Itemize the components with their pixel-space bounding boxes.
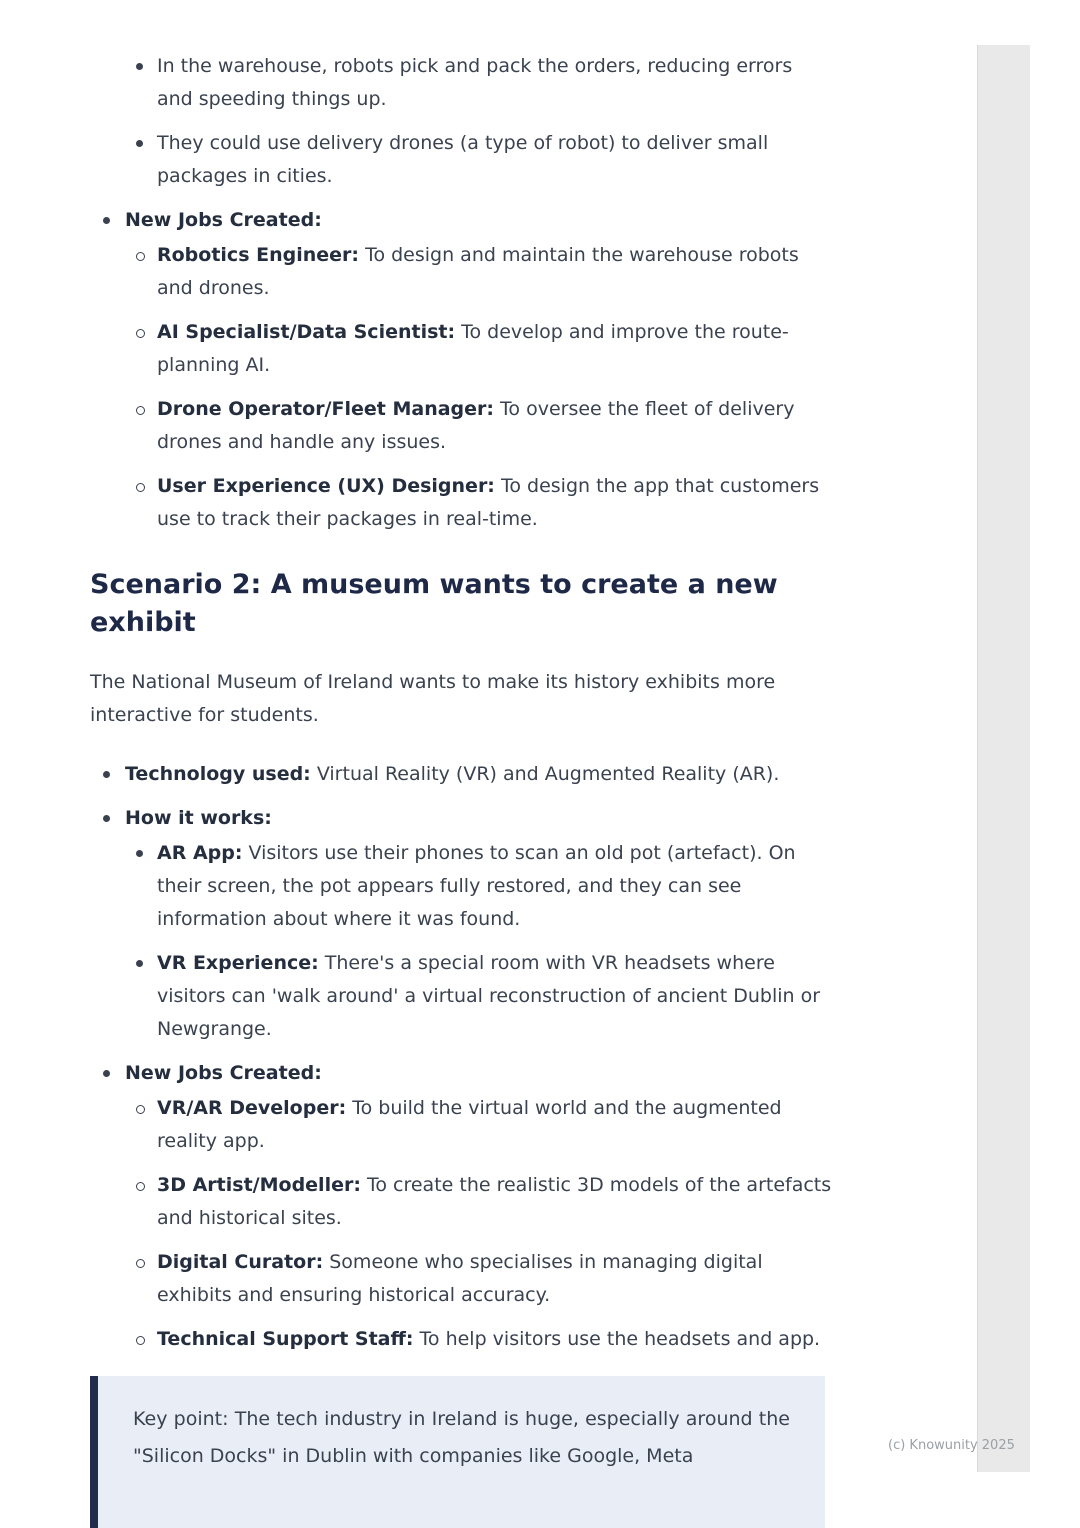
list-item <box>90 204 832 237</box>
list-item <box>90 50 832 116</box>
circle-bullet-icon <box>136 1105 145 1114</box>
list-item-body: Virtual Reality (VR) and Augmented Reality (AR). <box>316 763 780 785</box>
list-item <box>90 1246 832 1312</box>
bullet-icon <box>136 63 143 70</box>
key-point-text: Key point: The tech industry in Ireland is huge, especially around the "Silicon Docks" in Dublin with companies like Google, Meta <box>133 1408 790 1467</box>
circle-bullet-icon <box>136 1259 145 1268</box>
list-item <box>90 316 832 382</box>
list-item-body: To design and maintain the warehouse robots and drones. <box>157 244 799 299</box>
list-item-label: New Jobs Created: <box>125 1062 322 1084</box>
list-item-label: Technology used: <box>125 763 311 785</box>
list-item-text <box>157 1174 831 1229</box>
circle-bullet-icon <box>136 406 145 415</box>
list-item-label: VR/AR Developer: <box>157 1097 347 1119</box>
scrollbar-track[interactable] <box>977 45 1030 1472</box>
intro-paragraph: The National Museum of Ireland wants to make its history exhibits more interactive for students. <box>90 671 776 726</box>
list-item-text <box>157 1251 763 1306</box>
list-item <box>90 837 832 936</box>
list-item-label: User Experience (UX) Designer: <box>157 475 495 497</box>
circle-bullet-icon <box>136 483 145 492</box>
document-content <box>90 50 832 1528</box>
bullet-icon <box>136 850 143 857</box>
list-item-label: How it works: <box>125 807 272 829</box>
bullet-icon <box>103 1070 110 1077</box>
section-heading: Scenario 2: A museum wants to create a new exhibit <box>90 569 778 638</box>
bullet-icon <box>136 960 143 967</box>
list-item-body: To create the realistic 3D models of the artefacts and historical sites. <box>157 1174 832 1229</box>
key-point-callout <box>90 1376 825 1528</box>
bullet-icon <box>136 140 143 147</box>
watermark: (c) Knowunity 2025 <box>888 1438 1015 1453</box>
list-item-body: To help visitors use the headsets and app. <box>419 1328 821 1350</box>
list-item-text: They could use delivery drones (a type of robot) to deliver small packages in cities. <box>157 132 769 187</box>
list-item-body: Someone who specialises in managing digital exhibits and ensuring historical accuracy. <box>157 1251 763 1306</box>
list-item <box>90 239 832 305</box>
list-item-body: To oversee the fleet of delivery drones and handle any issues. <box>157 398 795 453</box>
circle-bullet-icon <box>136 329 145 338</box>
list-item-label: Technical Support Staff: <box>157 1328 414 1350</box>
list-item-label: Digital Curator: <box>157 1251 324 1273</box>
circle-bullet-icon <box>136 252 145 261</box>
list-item-label: AR App: <box>157 842 243 864</box>
list-item-text <box>157 475 819 530</box>
list-item-text <box>157 398 794 453</box>
list-item-text <box>125 763 779 785</box>
circle-bullet-icon <box>136 1182 145 1191</box>
list-item <box>90 758 832 791</box>
list-item-label: AI Specialist/Data Scientist: <box>157 321 456 343</box>
list-item <box>90 947 832 1046</box>
list-item-text <box>157 952 820 1040</box>
list-item-label: Robotics Engineer: <box>157 244 360 266</box>
list-item <box>90 470 832 536</box>
list-item-body: To build the virtual world and the augmented reality app. <box>157 1097 782 1152</box>
list-item-body: To develop and improve the route-planning AI. <box>157 321 789 376</box>
list-item-body: There's a special room with VR headsets where visitors can 'walk around' a virtual reconstruction of ancient Dublin or Newgrange. <box>157 952 821 1040</box>
list-item-text <box>157 842 796 930</box>
list-item <box>90 1323 832 1356</box>
list-item-body: To design the app that customers use to track their packages in real-time. <box>157 475 820 530</box>
list-item <box>90 1092 832 1158</box>
bullet-icon <box>103 815 110 822</box>
list-item-label: 3D Artist/Modeller: <box>157 1174 361 1196</box>
list-item <box>90 802 832 835</box>
list-item <box>90 127 832 193</box>
list-item-label: New Jobs Created: <box>125 209 322 231</box>
list-item-text: In the warehouse, robots pick and pack the orders, reducing errors and speeding things up. <box>157 55 793 110</box>
list-item-label: VR Experience: <box>157 952 319 974</box>
list-item-label: Drone Operator/Fleet Manager: <box>157 398 494 420</box>
list-item <box>90 1057 832 1090</box>
list-item <box>90 1169 832 1235</box>
list-item-text <box>157 1328 820 1350</box>
bullet-icon <box>103 771 110 778</box>
list-item <box>90 393 832 459</box>
list-item-text <box>157 321 789 376</box>
list-item-text <box>157 1097 782 1152</box>
bullet-icon <box>103 217 110 224</box>
circle-bullet-icon <box>136 1336 145 1345</box>
list-item-text <box>157 244 799 299</box>
list-item-body: Visitors use their phones to scan an old pot (artefact). On their screen, the pot appears fully restored, and they can see information about where it was found. <box>157 842 796 930</box>
